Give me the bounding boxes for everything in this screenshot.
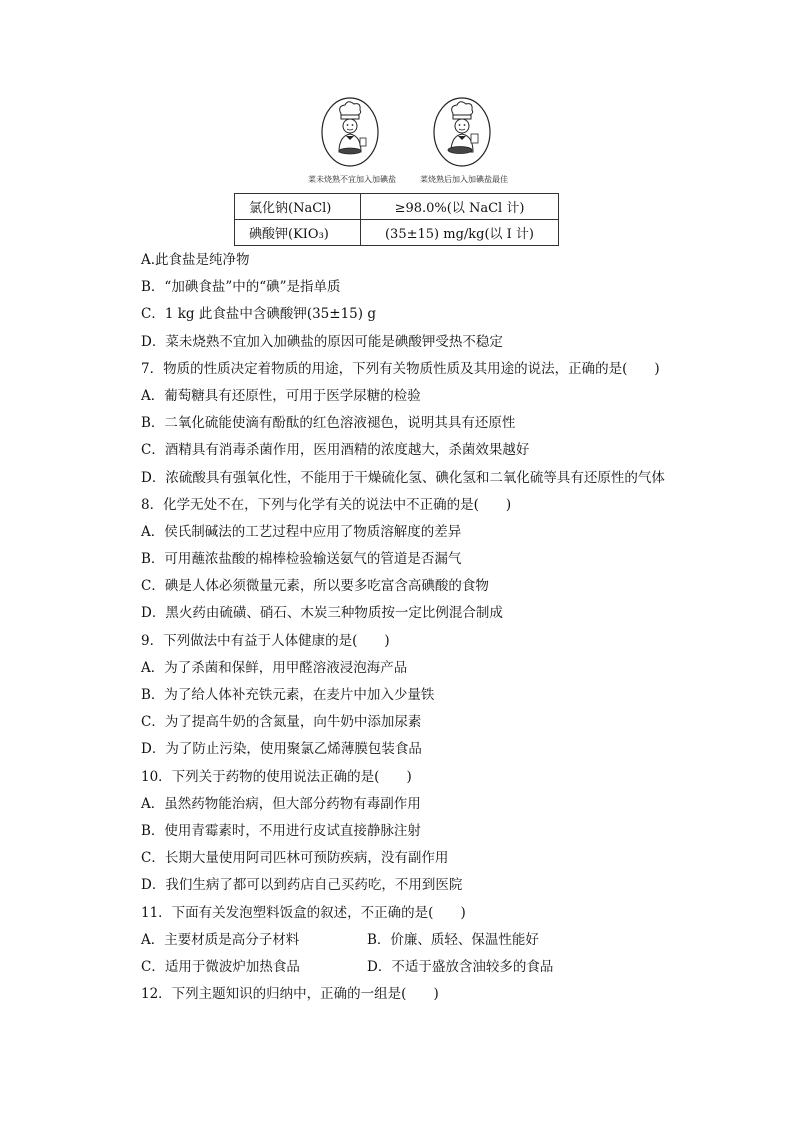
option-line: A.此食盐是纯净物	[141, 252, 250, 268]
option-line: A．主要材质是高分子材料	[141, 931, 300, 948]
question-stem: 12．下列主题知识的归纳中，正确的一组是( )	[141, 986, 439, 1003]
option-line: D．黑火药由硫磺、硝石、木炭三种物质按一定比例混合制成	[141, 605, 503, 622]
table-cell-value: ≥98.0%(以 NaCl 计)	[361, 194, 559, 220]
question-stem: 9．下列做法中有益于人体健康的是( )	[141, 632, 390, 649]
salt-composition-table	[234, 193, 559, 246]
table-cell-name: 氯化钠(NaCl)	[235, 194, 361, 220]
option-line: B．二氧化硫能使滴有酚酞的红色溶液褪色，说明其具有还原性	[141, 415, 516, 432]
chef-illustration-left	[320, 96, 380, 168]
chef-illustrations	[308, 96, 522, 188]
option-line: B．价廉、质轻、保温性能好	[367, 931, 539, 948]
chef-illustration-right	[432, 96, 492, 168]
option-line: C．长期大量使用阿司匹林可预防疾病，没有副作用	[141, 850, 449, 867]
table-cell-value: (35±15) mg/kg(以 I 计)	[361, 220, 559, 246]
question-stem: 11．下面有关发泡塑料饭盒的叙述，不正确的是( )	[141, 904, 466, 921]
option-line: B．使用青霉素时，不用进行皮试直接静脉注射	[141, 822, 421, 839]
question-stem: 7．物质的性质决定着物质的用途，下列有关物质性质及其用途的说法，正确的是( )	[141, 360, 660, 377]
table-row	[235, 194, 559, 220]
option-line: D．不适于盛放含油较多的食品	[367, 958, 554, 975]
option-line: A．虽然药物能治病，但大部分药物有毒副作用	[141, 795, 421, 812]
option-line: D．为了防止污染，使用聚氯乙烯薄膜包装食品	[141, 741, 422, 758]
option-line: A．葡萄糖具有还原性，可用于医学尿糖的检验	[141, 387, 421, 404]
option-line: B．“加碘食盐”中的“碘”是指单质	[141, 279, 341, 296]
option-line: A．侯氏制碱法的工艺过程中应用了物质溶解度的差异	[141, 523, 462, 540]
option-line: D．菜未烧熟不宜加入加碘盐的原因可能是碘酸钾受热不稳定	[141, 333, 503, 350]
option-line: D．浓硫酸具有强氧化性，不能用于干燥硫化氢、碘化氢和二氧化硫等具有还原性的气体	[141, 469, 665, 486]
option-line: C．碘是人体必须微量元素，所以要多吃富含高碘酸的食物	[141, 578, 489, 595]
question-text	[141, 247, 701, 1008]
chef-cooking-icon	[432, 96, 492, 168]
option-line: B．为了给人体补充铁元素，在麦片中加入少量铁	[141, 687, 435, 703]
figure-caption-left: 菜未烧熟不宜加入加碘盐	[308, 175, 396, 184]
option-line: C．酒精具有消毒杀菌作用，医用酒精的浓度越大，杀菌效果越好	[141, 442, 530, 459]
table-row	[235, 220, 559, 246]
option-line: C．1 kg 此食盐中含碘酸钾(35±15) g	[141, 306, 376, 323]
table-cell-name: 碘酸钾(KIO₃)	[235, 220, 361, 246]
option-line: C．为了提高牛奶的含氮量，向牛奶中添加尿素	[141, 714, 422, 731]
option-row	[141, 927, 701, 954]
option-row	[141, 954, 701, 981]
chef-cooking-icon	[320, 96, 380, 168]
option-line: C．适用于微波炉加热食品	[141, 958, 300, 975]
figure-caption-right: 菜烧熟后加入加碘盐最佳	[420, 175, 508, 184]
option-line: D．我们生病了都可以到药店自己买药吃，不用到医院	[141, 877, 463, 894]
question-stem: 8．化学无处不在，下列与化学有关的说法中不正确的是( )	[141, 496, 512, 513]
question-stem: 10．下列关于药物的使用说法正确的是( )	[141, 768, 412, 785]
option-line: A．为了杀菌和保鲜，用甲醛溶液浸泡海产品	[141, 659, 408, 676]
option-line: B．可用蘸浓盐酸的棉棒检验输送氨气的管道是否漏气	[141, 551, 462, 568]
